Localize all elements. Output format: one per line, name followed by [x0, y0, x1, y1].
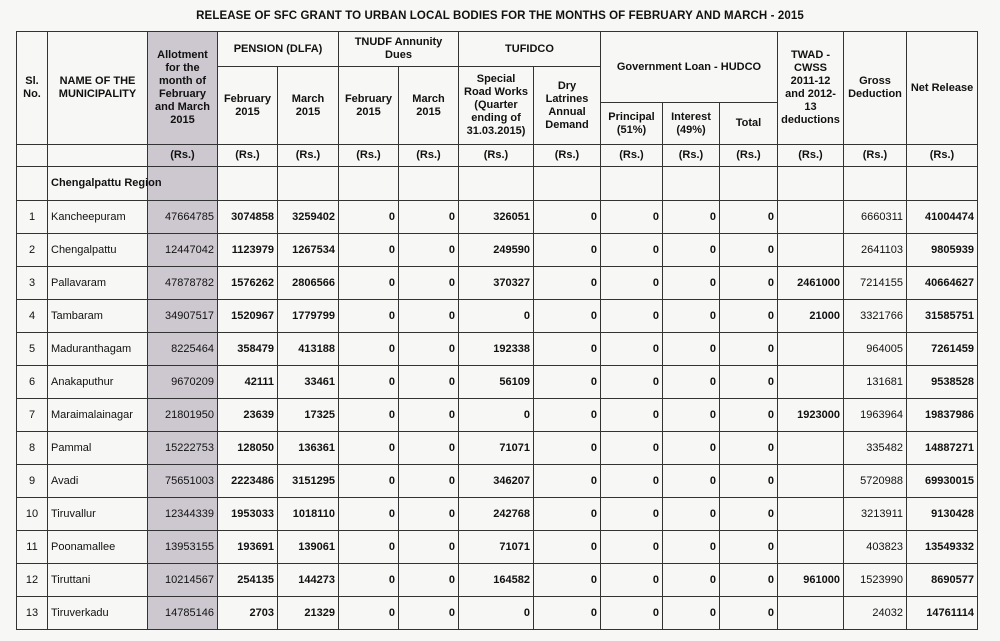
sl-no-cell: 2 — [17, 234, 48, 267]
pension-mar-cell: 1018110 — [278, 498, 339, 531]
tnudf-mar-cell: 0 — [399, 597, 459, 630]
tnudf-feb-cell: 0 — [339, 399, 399, 432]
twad-deduction-cell: 1923000 — [778, 399, 844, 432]
gross-deduction-cell: 24032 — [844, 597, 907, 630]
twad-deduction-cell: 961000 — [778, 564, 844, 597]
twad-deduction-cell: 2461000 — [778, 267, 844, 300]
special-road-works-cell: 56109 — [459, 366, 534, 399]
table-row — [17, 465, 978, 498]
region-empty-cell — [720, 167, 778, 201]
special-road-works-cell: 192338 — [459, 333, 534, 366]
dry-latrines-cell: 0 — [534, 465, 601, 498]
net-release-cell: 9805939 — [907, 234, 978, 267]
tnudf-feb-cell: 0 — [339, 564, 399, 597]
pension-feb-cell: 1953033 — [218, 498, 278, 531]
dry-latrines-cell: 0 — [534, 432, 601, 465]
hudco-interest-cell: 0 — [663, 333, 720, 366]
dry-latrines-cell: 0 — [534, 399, 601, 432]
sl-no-cell: 3 — [17, 267, 48, 300]
gross-deduction-cell: 1523990 — [844, 564, 907, 597]
gross-deduction-cell: 3213911 — [844, 498, 907, 531]
special-road-works-cell: 0 — [459, 399, 534, 432]
tnudf-feb-cell: 0 — [339, 234, 399, 267]
unit-label: (Rs.) — [534, 145, 601, 167]
region-empty-cell — [278, 167, 339, 201]
pension-feb-cell: 2703 — [218, 597, 278, 630]
sfc-grant-table — [16, 31, 978, 630]
document-title: RELEASE OF SFC GRANT TO URBAN LOCAL BODIES FOR THE MONTHS OF FEBRUARY AND MARCH - 2015 — [196, 10, 804, 22]
dry-latrines-cell: 0 — [534, 597, 601, 630]
hudco-interest-cell: 0 — [663, 366, 720, 399]
header-hudco-interest: Interest (49%) — [663, 103, 720, 145]
hudco-principal-cell: 0 — [601, 366, 663, 399]
header-pension: PENSION (DLFA) — [218, 32, 339, 67]
dry-latrines-cell: 0 — [534, 234, 601, 267]
region-empty-cell — [459, 167, 534, 201]
dry-latrines-cell: 0 — [534, 498, 601, 531]
hudco-total-cell: 0 — [720, 531, 778, 564]
pension-feb-cell: 23639 — [218, 399, 278, 432]
twad-deduction-cell — [778, 201, 844, 234]
sl-no-cell: 12 — [17, 564, 48, 597]
table-row — [17, 597, 978, 630]
header-pension-mar: March 2015 — [278, 67, 339, 145]
sl-no-cell: 6 — [17, 366, 48, 399]
twad-deduction-cell — [778, 366, 844, 399]
net-release-cell: 14761114 — [907, 597, 978, 630]
tnudf-feb-cell: 0 — [339, 498, 399, 531]
hudco-interest-cell: 0 — [663, 564, 720, 597]
gross-deduction-cell: 131681 — [844, 366, 907, 399]
gross-deduction-cell: 5720988 — [844, 465, 907, 498]
municipality-name-cell: Avadi — [48, 465, 148, 498]
dry-latrines-cell: 0 — [534, 267, 601, 300]
municipality-name-cell: Tiruvallur — [48, 498, 148, 531]
twad-deduction-cell — [778, 498, 844, 531]
unit-label: (Rs.) — [148, 145, 218, 167]
tnudf-mar-cell: 0 — [399, 366, 459, 399]
region-empty-cell — [778, 167, 844, 201]
special-road-works-cell: 326051 — [459, 201, 534, 234]
twad-deduction-cell — [778, 531, 844, 564]
net-release-cell: 13549332 — [907, 531, 978, 564]
hudco-interest-cell: 0 — [663, 201, 720, 234]
hudco-total-cell: 0 — [720, 201, 778, 234]
header-gross-deduction: Gross Deduction — [844, 32, 907, 145]
hudco-interest-cell: 0 — [663, 267, 720, 300]
sl-no-cell: 10 — [17, 498, 48, 531]
hudco-interest-cell: 0 — [663, 399, 720, 432]
allotment-cell: 13953155 — [148, 531, 218, 564]
tnudf-mar-cell: 0 — [399, 564, 459, 597]
hudco-interest-cell: 0 — [663, 531, 720, 564]
tnudf-mar-cell: 0 — [399, 234, 459, 267]
hudco-total-cell: 0 — [720, 432, 778, 465]
hudco-principal-cell: 0 — [601, 498, 663, 531]
header-net-release: Net Release — [907, 32, 978, 145]
unit-empty — [17, 145, 48, 167]
hudco-principal-cell: 0 — [601, 234, 663, 267]
pension-feb-cell: 42111 — [218, 366, 278, 399]
dry-latrines-cell: 0 — [534, 300, 601, 333]
allotment-cell: 34907517 — [148, 300, 218, 333]
hudco-interest-cell: 0 — [663, 465, 720, 498]
header-special-road-works: Special Road Works (Quarter ending of 31.03.2015) — [459, 67, 534, 145]
hudco-principal-cell: 0 — [601, 399, 663, 432]
twad-deduction-cell — [778, 333, 844, 366]
table-row — [17, 366, 978, 399]
pension-mar-cell: 139061 — [278, 531, 339, 564]
tnudf-mar-cell: 0 — [399, 399, 459, 432]
table-row — [17, 267, 978, 300]
pension-mar-cell: 1267534 — [278, 234, 339, 267]
sl-no-cell: 7 — [17, 399, 48, 432]
hudco-total-cell: 0 — [720, 399, 778, 432]
pension-mar-cell: 1779799 — [278, 300, 339, 333]
pension-mar-cell: 136361 — [278, 432, 339, 465]
sl-no-cell: 1 — [17, 201, 48, 234]
allotment-cell: 14785146 — [148, 597, 218, 630]
tnudf-feb-cell: 0 — [339, 465, 399, 498]
net-release-cell: 69930015 — [907, 465, 978, 498]
municipality-name-cell: Pallavaram — [48, 267, 148, 300]
tnudf-mar-cell: 0 — [399, 432, 459, 465]
allotment-cell: 10214567 — [148, 564, 218, 597]
pension-mar-cell: 413188 — [278, 333, 339, 366]
twad-deduction-cell — [778, 234, 844, 267]
twad-deduction-cell: 21000 — [778, 300, 844, 333]
header-tufidco: TUFIDCO — [459, 32, 601, 67]
unit-label: (Rs.) — [907, 145, 978, 167]
tnudf-feb-cell: 0 — [339, 201, 399, 234]
unit-label: (Rs.) — [459, 145, 534, 167]
tnudf-mar-cell: 0 — [399, 201, 459, 234]
unit-label: (Rs.) — [218, 145, 278, 167]
gross-deduction-cell: 2641103 — [844, 234, 907, 267]
pension-feb-cell: 1520967 — [218, 300, 278, 333]
special-road-works-cell: 164582 — [459, 564, 534, 597]
tnudf-mar-cell: 0 — [399, 267, 459, 300]
hudco-interest-cell: 0 — [663, 498, 720, 531]
special-road-works-cell: 242768 — [459, 498, 534, 531]
pension-mar-cell: 3151295 — [278, 465, 339, 498]
unit-empty — [48, 145, 148, 167]
municipality-name-cell: Chengalpattu — [48, 234, 148, 267]
dry-latrines-cell: 0 — [534, 201, 601, 234]
net-release-cell: 7261459 — [907, 333, 978, 366]
twad-deduction-cell — [778, 432, 844, 465]
header-hudco-total: Total — [720, 103, 778, 145]
hudco-principal-cell: 0 — [601, 465, 663, 498]
tnudf-feb-cell: 0 — [339, 267, 399, 300]
hudco-principal-cell: 0 — [601, 267, 663, 300]
pension-feb-cell: 3074858 — [218, 201, 278, 234]
table-row — [17, 399, 978, 432]
header-allotment: Allotment for the month of February and March 2015 — [148, 32, 218, 145]
table-row — [17, 300, 978, 333]
region-empty-cell — [601, 167, 663, 201]
table-row — [17, 432, 978, 465]
hudco-total-cell: 0 — [720, 300, 778, 333]
municipality-name-cell: Anakaputhur — [48, 366, 148, 399]
region-empty-cell — [844, 167, 907, 201]
header-tnudf-mar: March 2015 — [399, 67, 459, 145]
pension-mar-cell: 21329 — [278, 597, 339, 630]
region-row — [17, 167, 978, 201]
hudco-principal-cell: 0 — [601, 597, 663, 630]
hudco-interest-cell: 0 — [663, 234, 720, 267]
table-row — [17, 201, 978, 234]
hudco-principal-cell: 0 — [601, 333, 663, 366]
sl-no-cell: 4 — [17, 300, 48, 333]
hudco-total-cell: 0 — [720, 366, 778, 399]
net-release-cell: 9538528 — [907, 366, 978, 399]
region-name: Chengalpattu Region — [51, 177, 162, 189]
twad-deduction-cell — [778, 597, 844, 630]
allotment-cell: 21801950 — [148, 399, 218, 432]
hudco-principal-cell: 0 — [601, 201, 663, 234]
net-release-cell: 14887271 — [907, 432, 978, 465]
pension-mar-cell: 3259402 — [278, 201, 339, 234]
net-release-cell: 19837986 — [907, 399, 978, 432]
tnudf-feb-cell: 0 — [339, 531, 399, 564]
hudco-principal-cell: 0 — [601, 432, 663, 465]
pension-feb-cell: 254135 — [218, 564, 278, 597]
region-empty-cell — [218, 167, 278, 201]
twad-deduction-cell — [778, 465, 844, 498]
header-hudco-principal: Principal (51%) — [601, 103, 663, 145]
net-release-cell: 9130428 — [907, 498, 978, 531]
tnudf-feb-cell: 0 — [339, 333, 399, 366]
pension-mar-cell: 2806566 — [278, 267, 339, 300]
region-empty-cell — [534, 167, 601, 201]
region-empty-cell — [907, 167, 978, 201]
allotment-cell: 47664785 — [148, 201, 218, 234]
tnudf-mar-cell: 0 — [399, 531, 459, 564]
sl-no-cell: 8 — [17, 432, 48, 465]
hudco-total-cell: 0 — [720, 564, 778, 597]
hudco-total-cell: 0 — [720, 465, 778, 498]
net-release-cell: 8690577 — [907, 564, 978, 597]
municipality-name-cell: Maduranthagam — [48, 333, 148, 366]
unit-label: (Rs.) — [778, 145, 844, 167]
special-road-works-cell: 0 — [459, 300, 534, 333]
pension-feb-cell: 1576262 — [218, 267, 278, 300]
sl-no-cell: 5 — [17, 333, 48, 366]
net-release-cell: 40664627 — [907, 267, 978, 300]
region-empty-cell — [663, 167, 720, 201]
dry-latrines-cell: 0 — [534, 564, 601, 597]
pension-mar-cell: 17325 — [278, 399, 339, 432]
table-row — [17, 531, 978, 564]
gross-deduction-cell: 403823 — [844, 531, 907, 564]
special-road-works-cell: 370327 — [459, 267, 534, 300]
tnudf-mar-cell: 0 — [399, 333, 459, 366]
hudco-total-cell: 0 — [720, 597, 778, 630]
unit-label: (Rs.) — [720, 145, 778, 167]
unit-label: (Rs.) — [278, 145, 339, 167]
tnudf-feb-cell: 0 — [339, 597, 399, 630]
pension-feb-cell: 193691 — [218, 531, 278, 564]
gross-deduction-cell: 7214155 — [844, 267, 907, 300]
allotment-cell: 75651003 — [148, 465, 218, 498]
pension-mar-cell: 33461 — [278, 366, 339, 399]
region-empty-cell — [399, 167, 459, 201]
tnudf-mar-cell: 0 — [399, 498, 459, 531]
pension-feb-cell: 2223486 — [218, 465, 278, 498]
pension-mar-cell: 144273 — [278, 564, 339, 597]
hudco-interest-cell: 0 — [663, 432, 720, 465]
allotment-cell: 8225464 — [148, 333, 218, 366]
gross-deduction-cell: 335482 — [844, 432, 907, 465]
sl-no-cell: 9 — [17, 465, 48, 498]
allotment-cell: 47878782 — [148, 267, 218, 300]
special-road-works-cell: 0 — [459, 597, 534, 630]
pension-feb-cell: 358479 — [218, 333, 278, 366]
tnudf-feb-cell: 0 — [339, 300, 399, 333]
dry-latrines-cell: 0 — [534, 333, 601, 366]
municipality-name-cell: Pammal — [48, 432, 148, 465]
gross-deduction-cell: 964005 — [844, 333, 907, 366]
municipality-name-cell: Poonamallee — [48, 531, 148, 564]
table-row — [17, 333, 978, 366]
table-row — [17, 564, 978, 597]
table-row — [17, 234, 978, 267]
tnudf-feb-cell: 0 — [339, 366, 399, 399]
municipality-name-cell: Tambaram — [48, 300, 148, 333]
header-tnudf: TNUDF Annunity Dues — [339, 32, 459, 67]
unit-label: (Rs.) — [601, 145, 663, 167]
gross-deduction-cell: 1963964 — [844, 399, 907, 432]
header-municipality-name: NAME OF THE MUNICIPALITY — [48, 32, 148, 145]
net-release-cell: 31585751 — [907, 300, 978, 333]
region-empty-cell — [339, 167, 399, 201]
pension-feb-cell: 128050 — [218, 432, 278, 465]
hudco-total-cell: 0 — [720, 333, 778, 366]
header-pension-feb: February 2015 — [218, 67, 278, 145]
unit-label: (Rs.) — [399, 145, 459, 167]
table-row — [17, 498, 978, 531]
municipality-name-cell: Tiruttani — [48, 564, 148, 597]
hudco-total-cell: 0 — [720, 234, 778, 267]
special-road-works-cell: 346207 — [459, 465, 534, 498]
allotment-cell: 9670209 — [148, 366, 218, 399]
hudco-principal-cell: 0 — [601, 300, 663, 333]
sl-no-cell: 11 — [17, 531, 48, 564]
special-road-works-cell: 71071 — [459, 531, 534, 564]
hudco-interest-cell: 0 — [663, 300, 720, 333]
municipality-name-cell: Tiruverkadu — [48, 597, 148, 630]
header-tnudf-feb: February 2015 — [339, 67, 399, 145]
allotment-cell: 12447042 — [148, 234, 218, 267]
municipality-name-cell: Maraimalainagar — [48, 399, 148, 432]
tnudf-mar-cell: 0 — [399, 300, 459, 333]
hudco-total-cell: 0 — [720, 498, 778, 531]
special-road-works-cell: 71071 — [459, 432, 534, 465]
sl-no-cell: 13 — [17, 597, 48, 630]
pension-feb-cell: 1123979 — [218, 234, 278, 267]
region-sl-empty — [17, 167, 48, 201]
hudco-total-cell: 0 — [720, 267, 778, 300]
tnudf-feb-cell: 0 — [339, 432, 399, 465]
header-dry-latrines: Dry Latrines Annual Demand — [534, 67, 601, 145]
dry-latrines-cell: 0 — [534, 531, 601, 564]
header-sl-no: Sl. No. — [17, 32, 48, 145]
header-hudco: Government Loan - HUDCO — [601, 32, 778, 103]
unit-label: (Rs.) — [339, 145, 399, 167]
gross-deduction-cell: 6660311 — [844, 201, 907, 234]
hudco-principal-cell: 0 — [601, 564, 663, 597]
net-release-cell: 41004474 — [907, 201, 978, 234]
special-road-works-cell: 249590 — [459, 234, 534, 267]
hudco-principal-cell: 0 — [601, 531, 663, 564]
dry-latrines-cell: 0 — [534, 366, 601, 399]
allotment-cell: 15222753 — [148, 432, 218, 465]
header-twad: TWAD - CWSS 2011-12 and 2012-13 deductions — [778, 32, 844, 145]
region-cell — [48, 167, 162, 201]
unit-label: (Rs.) — [663, 145, 720, 167]
tnudf-mar-cell: 0 — [399, 465, 459, 498]
unit-label: (Rs.) — [844, 145, 907, 167]
allotment-cell: 12344339 — [148, 498, 218, 531]
municipality-name-cell: Kancheepuram — [48, 201, 148, 234]
gross-deduction-cell: 3321766 — [844, 300, 907, 333]
hudco-interest-cell: 0 — [663, 597, 720, 630]
